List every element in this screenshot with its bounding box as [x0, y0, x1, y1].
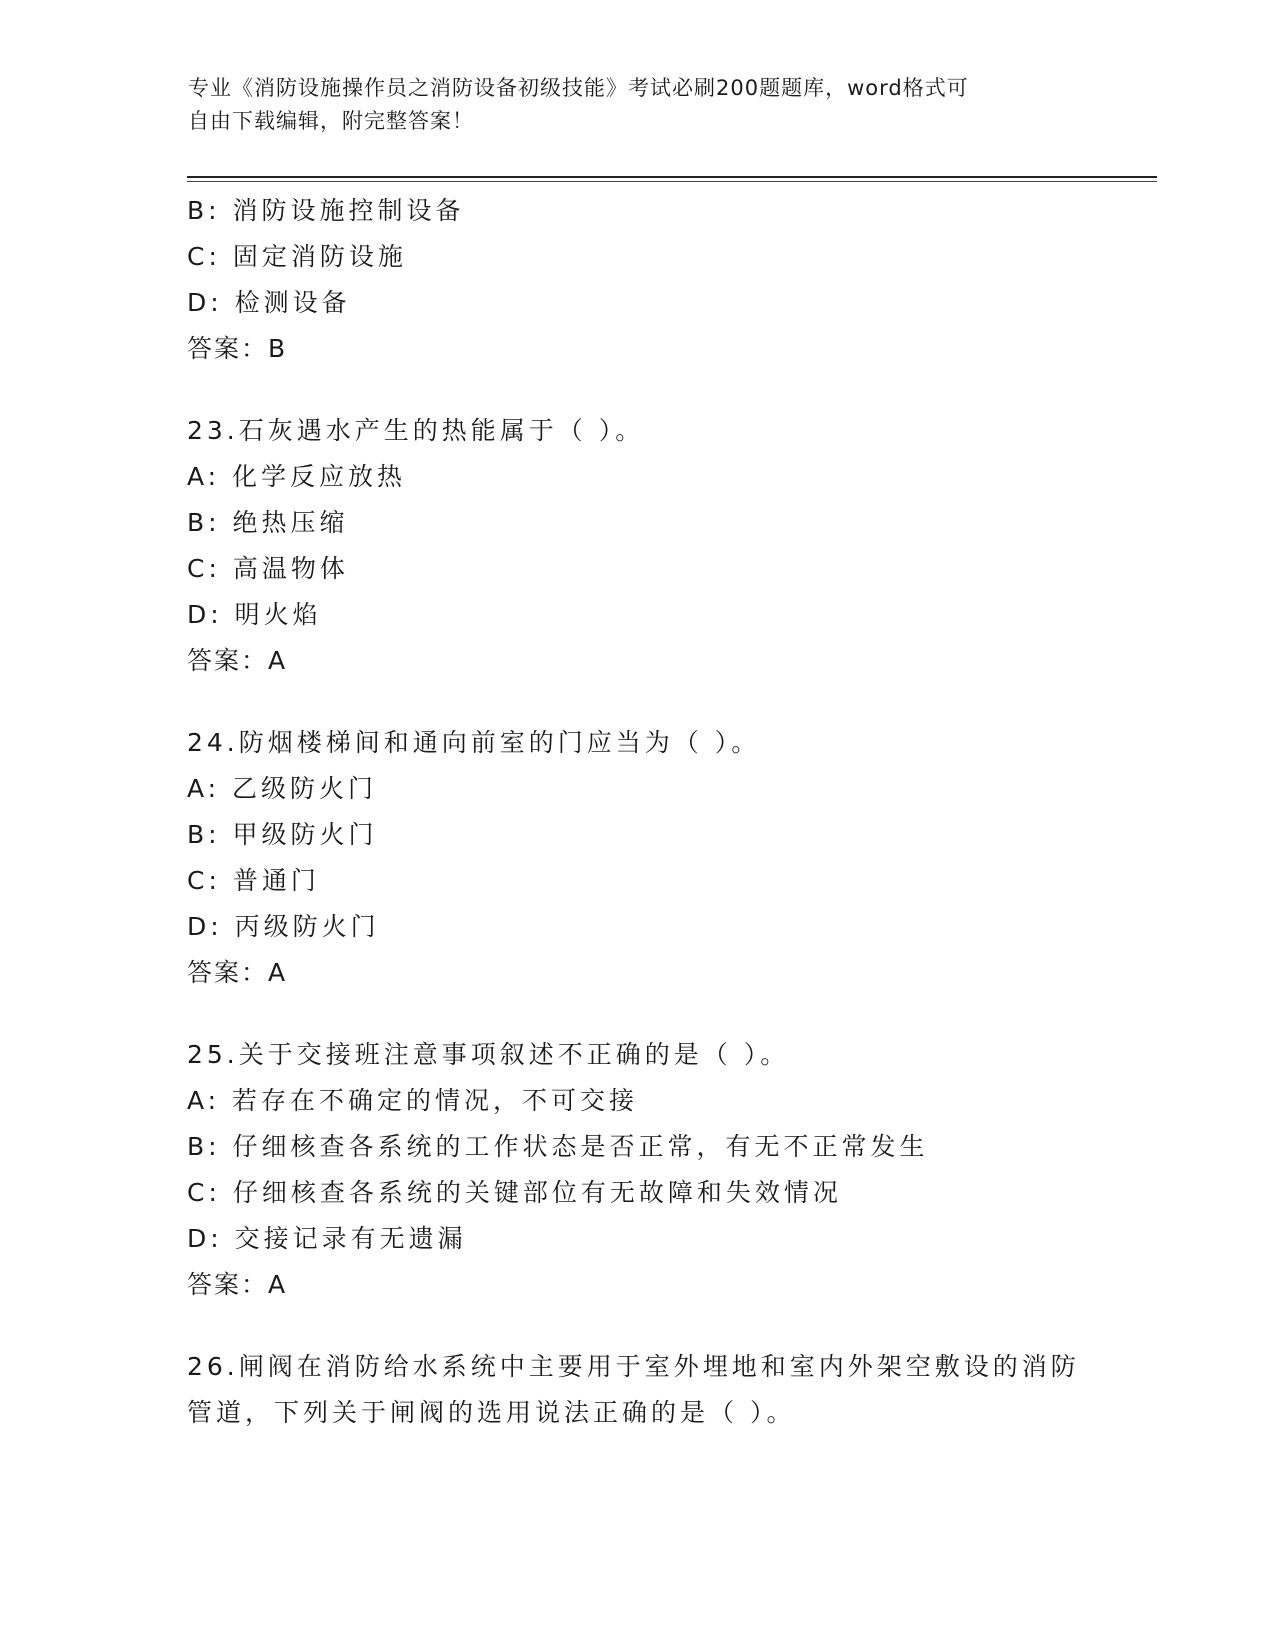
- spacer: [187, 1308, 1087, 1344]
- option-c: C: 普通门: [187, 866, 320, 895]
- answer: 答案：A: [187, 1270, 288, 1299]
- question-stem: 24.防烟楼梯间和通向前室的门应当为（ ）。: [187, 728, 761, 757]
- spacer: [187, 372, 1087, 408]
- option-b: B: 消防设施控制设备: [187, 196, 465, 225]
- option-d: D: 明火焰: [187, 600, 322, 629]
- option-d: D: 交接记录有无遗漏: [187, 1224, 467, 1253]
- option-b: B: 绝热压缩: [187, 508, 349, 537]
- question-stem-line-1: 26.闸阀在消防给水系统中主要用于室外埋地和室内外架空敷设的消防: [187, 1352, 1080, 1381]
- option-d: D: 丙级防火门: [187, 912, 380, 941]
- option-a: A: 乙级防火门: [187, 774, 378, 803]
- option-c: C: 高温物体: [187, 554, 349, 583]
- header-divider-thin: [187, 181, 1157, 182]
- question-24: [187, 720, 1087, 996]
- header-line-1: 专业《消防设施操作员之消防设备初级技能》考试必刷200题题库，word格式可: [188, 76, 969, 100]
- option-c: C: 固定消防设施: [187, 242, 407, 271]
- question-23: [187, 408, 1087, 684]
- answer: 答案：A: [187, 646, 288, 675]
- spacer: [187, 684, 1087, 720]
- answer: 答案：B: [187, 334, 288, 363]
- option-a: A: 若存在不确定的情况，不可交接: [187, 1086, 639, 1115]
- answer: 答案：A: [187, 958, 288, 987]
- question-stem: 23.石灰遇水产生的热能属于（ ）。: [187, 416, 645, 445]
- question-22: [187, 188, 1087, 372]
- header-divider-thick: [187, 176, 1157, 178]
- option-b: B: 甲级防火门: [187, 820, 378, 849]
- option-b: B: 仔细核查各系统的工作状态是否正常，有无不正常发生: [187, 1132, 929, 1161]
- question-stem-line-2: 管道，下列关于闸阀的选用说法正确的是（ ）。: [187, 1398, 796, 1427]
- option-d: D: 检测设备: [187, 288, 351, 317]
- question-26: [187, 1344, 1087, 1436]
- question-25: [187, 1032, 1087, 1308]
- option-a: A: 化学反应放热: [187, 462, 407, 491]
- header-line-2: 自由下载编辑，附完整答案！: [188, 109, 474, 133]
- document-header: [188, 72, 1068, 138]
- option-c: C: 仔细核查各系统的关键部位有无故障和失效情况: [187, 1178, 842, 1207]
- spacer: [187, 996, 1087, 1032]
- question-stem: 25.关于交接班注意事项叙述不正确的是（ ）。: [187, 1040, 790, 1069]
- question-list: [187, 188, 1087, 1436]
